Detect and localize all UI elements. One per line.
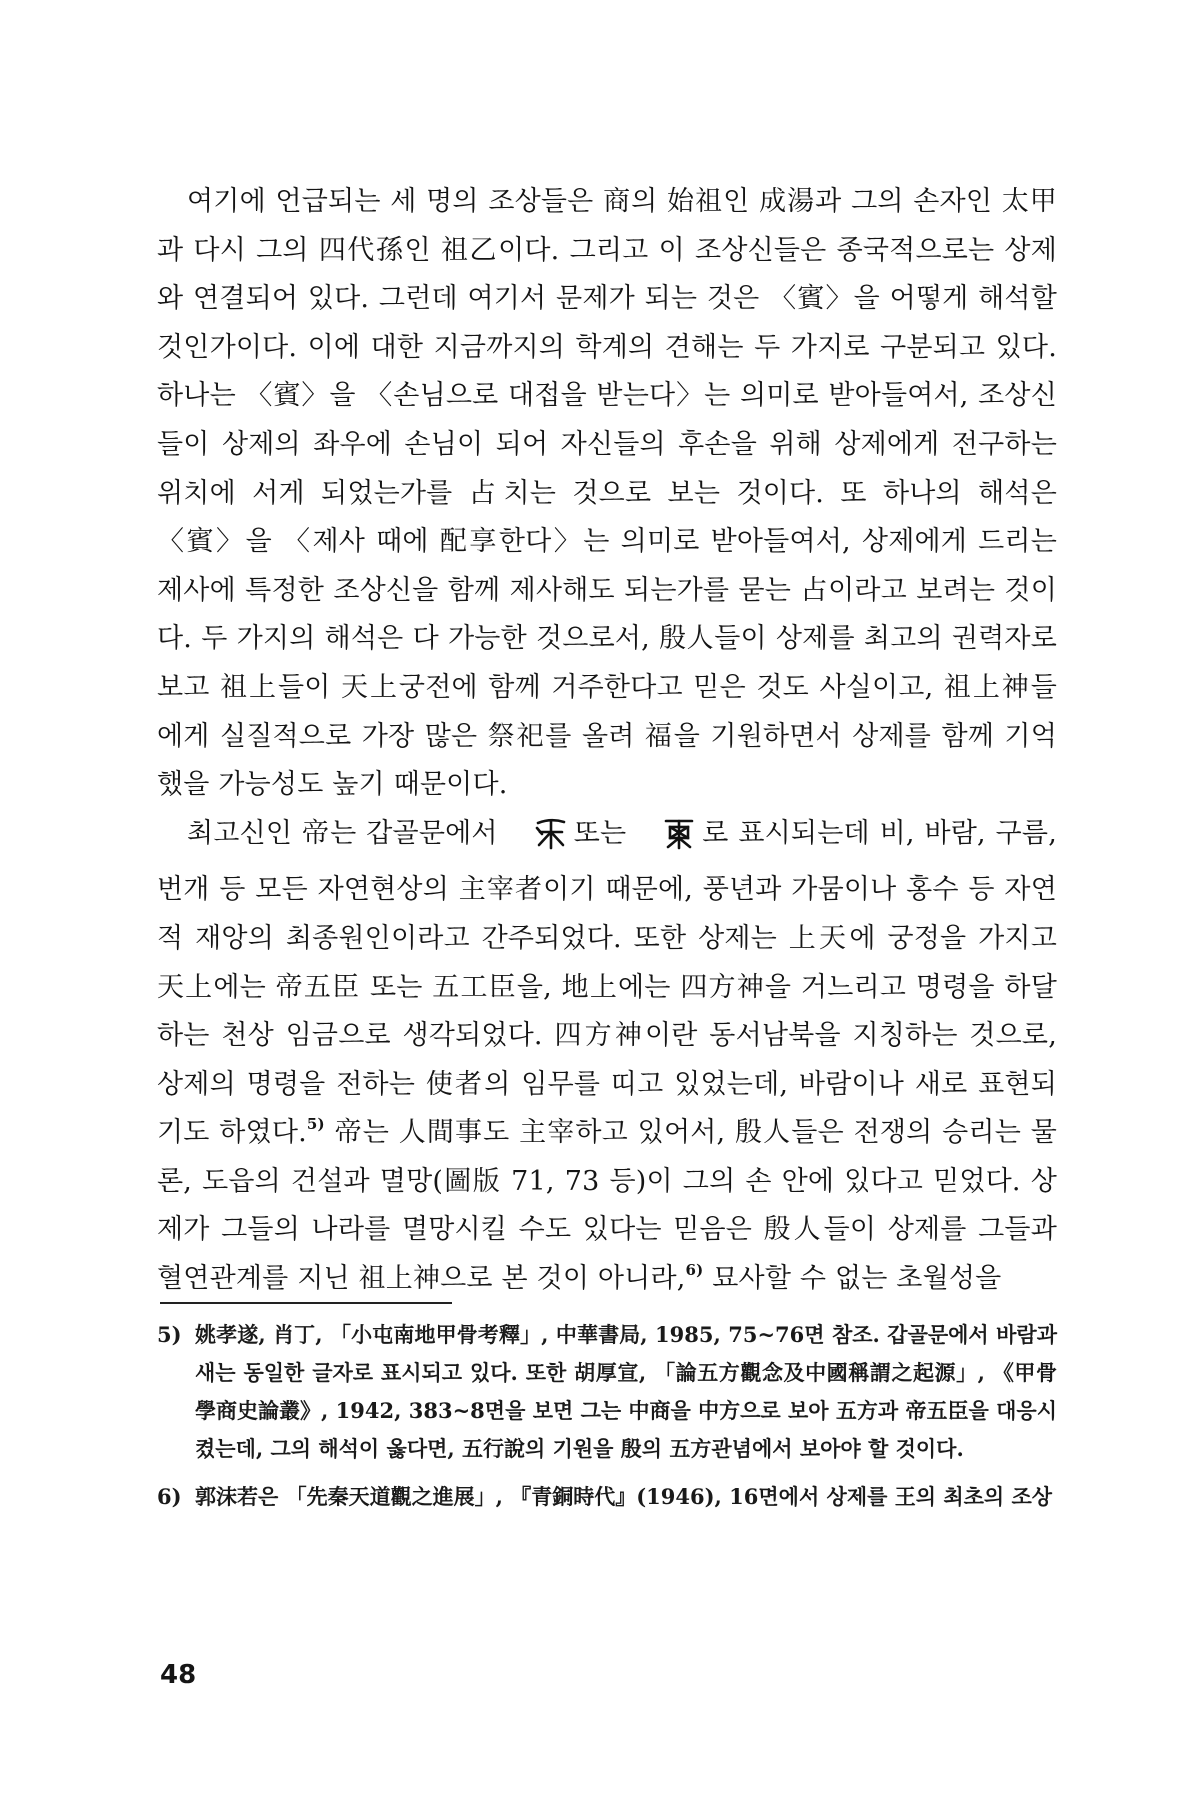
paragraph-2-body: 로 표시되는데 비, 바람, 구름, 번개 등 모든 자연현상의 主宰者이기 때문에, 풍년과 가뭄이나 홍수 등 자연적 재앙의 최종원인이라고 간주되었다. 또한 상제는 上天에 궁정을 가지고 天上에는 帝五臣 또는 五工臣을, 地上에는 四方神을 거느리고 명령을 하달하는 천상 임금으로 생각되었다. 四方神이란 동서남북을 지칭하는 것으로, 상제의 명령을 전하는 使者의 임무를 띠고 있었는데, 바람이나 새로 표현되기도 하였다. bbox=[157, 817, 1057, 1149]
paragraph-1 bbox=[157, 178, 1057, 810]
footnote-6 bbox=[157, 1478, 1057, 1516]
paragraph-2-or: 또는 bbox=[573, 817, 627, 849]
footnote-6-text: 郭沫若은 「先秦天道觀之進展」, 『青銅時代』(1946), 16면에서 상제를 王의 최초의 조상 bbox=[195, 1484, 1053, 1509]
page-number: 48 bbox=[160, 1660, 197, 1690]
footnote-ref-5[interactable]: 5) bbox=[306, 1115, 325, 1134]
oracle-bone-di-glyph-1-icon bbox=[504, 816, 568, 867]
main-text bbox=[157, 178, 1057, 1304]
footnotes bbox=[157, 1316, 1057, 1526]
footnote-5-text: 姚孝遂, 肖丁, 「小屯南地甲骨考釋」, 中華書局, 1985, 75~76면 참조. 갑골문에서 바람과 새는 동일한 글자로 표시되고 있다. 또한 胡厚宣, 「論五方觀念及中國稱謂之起源」, 《甲骨學商史論叢》, 1942, 383~8면을 보면 그는 中商을 中方으로 보아 五方과 帝五臣을 대응시켰는데, 그의 해석이 옳다면, 五行說의 기원을 殷의 五方관념에서 보아야 할 것이다. bbox=[195, 1322, 1057, 1461]
paragraph-2 bbox=[157, 810, 1057, 1304]
oracle-bone-di-glyph-2-icon bbox=[632, 816, 696, 867]
paragraph-1-text: 여기에 언급되는 세 명의 조상들은 商의 始祖인 成湯과 그의 손자인 太甲과 다시 그의 四代孫인 祖乙이다. 그리고 이 조상신들은 종국적으로는 상제와 연결되어 있다. 그런데 여기서 문제가 되는 것은 〈賓〉을 어떻게 해석할 것인가이다. 이에 대한 지금까지의 학계의 견해는 두 가지로 구분되고 있다. 하나는 〈賓〉을 〈손님으로 대접을 받는다〉는 의미로 받아들여서, 조상신들이 상제의 좌우에 손님이 되어 자신들의 후손을 위해 상제에게 전구하는 위치에 서게 되었는가를 占치는 것으로 보는 것이다. 또 하나의 해석은 〈賓〉을 〈제사 때에 配享한다〉는 의미로 받아들여서, 상제에게 드리는 제사에 특정한 조상신을 함께 제사해도 되는가를 묻는 占이라고 보려는 것이다. 두 가지의 해석은 다 가능한 것으로서, 殷人들이 상제를 최고의 권력자로 보고 祖上들이 天上궁전에 함께 거주한다고 믿은 것도 사실이고, 祖上神들에게 실질적으로 가장 많은 祭祀를 올려 福을 기원하면서 상제를 함께 기억했을 가능성도 높기 때문이다. bbox=[157, 186, 1057, 801]
footnote-6-number: 6) bbox=[157, 1484, 182, 1509]
paragraph-2-body-cont: 帝는 人間事도 主宰하고 있어서, 殷人들은 전쟁의 승리는 물론, 도읍의 건설과 멸망(圖版 71, 73 등)이 그의 손 안에 있다고 믿었다. 상제가 그들의 나라를 멸망시킬 수도 있다는 믿음은 殷人들이 상제를 그들과 혈연관계를 지닌 祖上神으로 본 것이 아니라, bbox=[157, 1117, 1057, 1295]
footnote-ref-6[interactable]: 6) bbox=[685, 1261, 704, 1280]
footnote-5-number: 5) bbox=[157, 1322, 182, 1347]
paragraph-2-tail: 묘사할 수 없는 초월성을 bbox=[712, 1263, 1002, 1295]
footnote-divider bbox=[160, 1302, 452, 1304]
paragraph-2-lead: 최고신인 帝는 갑골문에서 bbox=[187, 817, 498, 849]
footnote-5 bbox=[157, 1316, 1057, 1468]
